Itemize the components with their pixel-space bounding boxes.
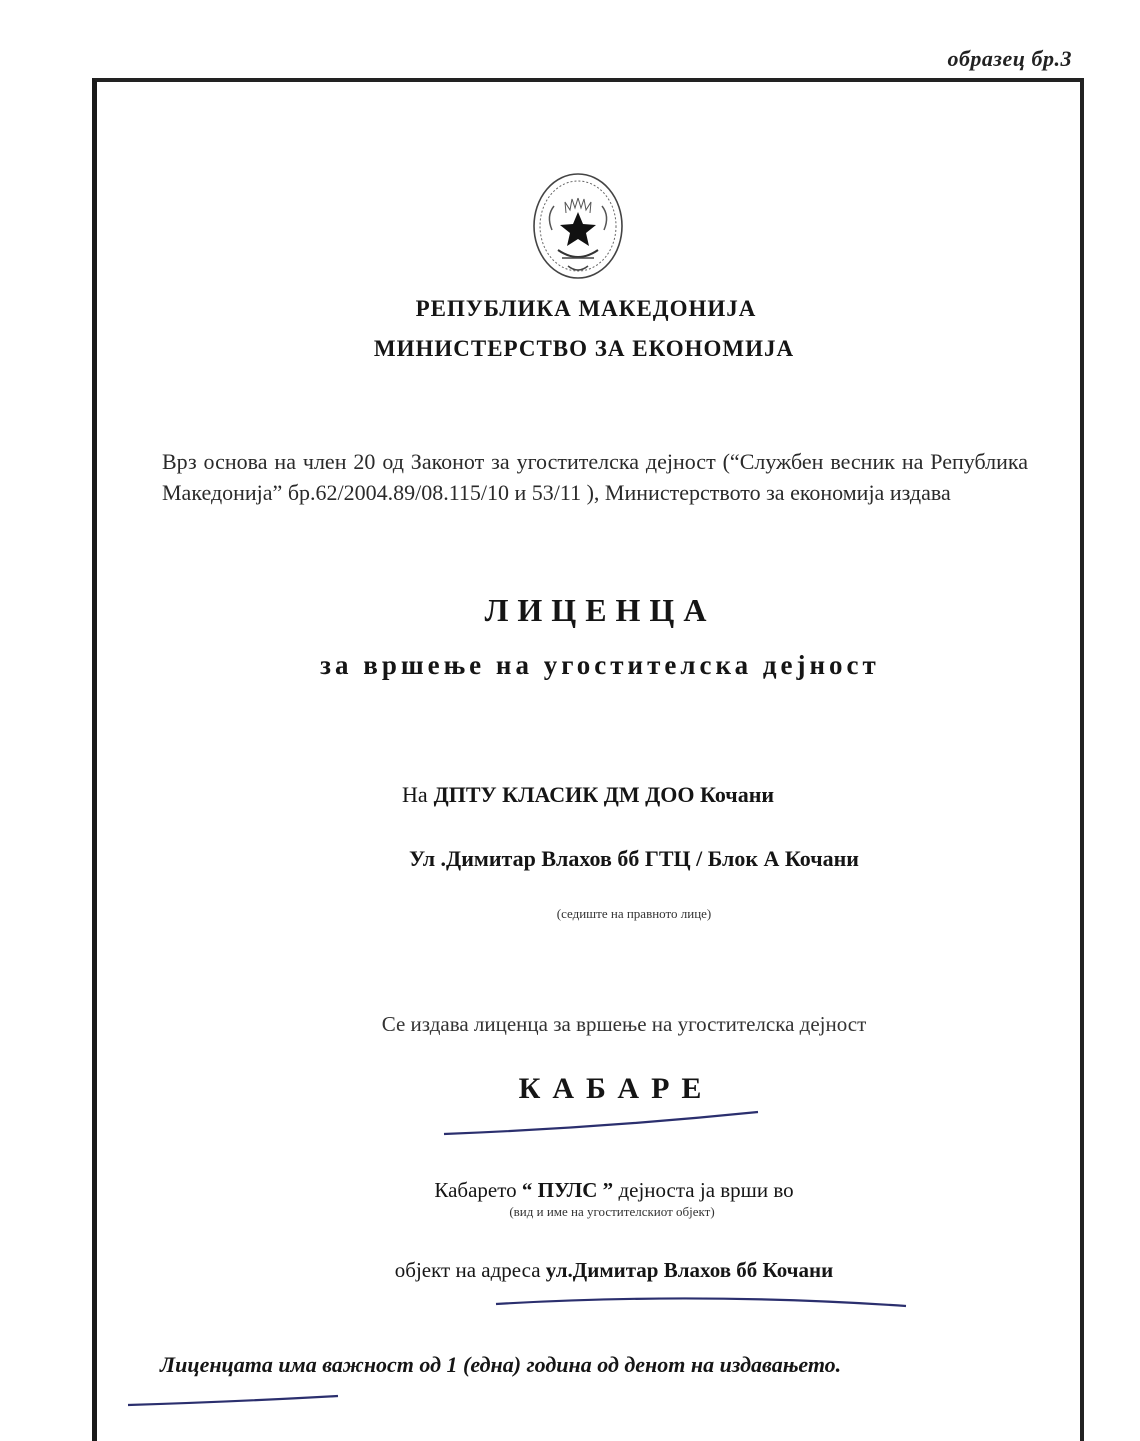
object-post: дејноста ја врши во	[618, 1178, 794, 1202]
holder-seat-address: Ул .Димитар Влахов бб ГТЦ / Блок А Кочани	[409, 846, 859, 871]
holder-prefix: На	[401, 782, 428, 807]
object-address: ул.Димитар Влахов бб Кочани	[545, 1258, 834, 1282]
object-name: “ ПУЛС ”	[521, 1178, 614, 1202]
activity-type: КАБАРЕ	[518, 1072, 714, 1105]
legal-basis-paragraph: Врз основа на член 20 од Законот за угостителска дејност (“Службен весник на Република Македонија” бр.62/2004.89/08.115/10 и 53/11 ), Министерството за економија издава	[162, 449, 1028, 505]
ministry-heading: МИНИСТЕРСТВО ЗА ЕКОНОМИЈА	[373, 336, 795, 361]
object-address-pre: објект на адреса	[394, 1258, 541, 1282]
document-subtitle: за вршење на угостителска дејност	[320, 650, 880, 680]
document-title: ЛИЦЕНЦА	[484, 592, 716, 628]
form-number: образец бр.3	[947, 46, 1072, 71]
republic-heading: РЕПУБЛИКА МАКЕДОНИЈА	[415, 296, 757, 321]
object-line	[0, 1178, 1140, 1203]
object-address-line	[0, 1258, 1140, 1283]
seat-caption: (седиште на правното лице)	[556, 906, 712, 921]
object-caption: (вид и име на угостителскиот објект)	[509, 1204, 715, 1219]
holder-name: ДПТУ КЛАСИК ДМ ДОО Кочани	[433, 782, 775, 807]
issued-statement: Се издава лиценца за вршење на угостителска дејност	[381, 1012, 867, 1036]
object-pre: Кабарето	[434, 1178, 517, 1202]
license-holder	[0, 782, 1140, 808]
coat-of-arms-emblem	[528, 168, 628, 286]
validity-statement: Лиценцата има важност од 1 (една) година од денот на издавањето.	[160, 1352, 842, 1377]
